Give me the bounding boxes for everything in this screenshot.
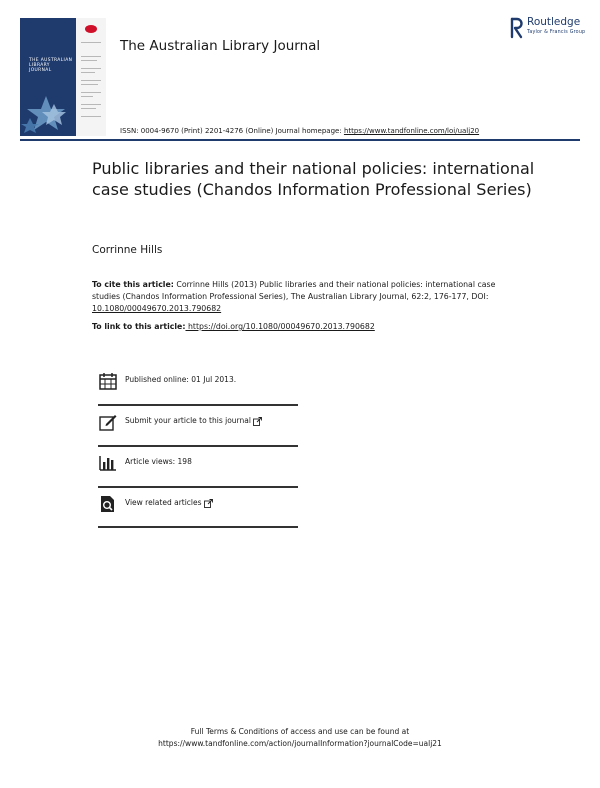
external-link-icon [204,499,213,508]
cover-title-line1: THE AUSTRALIAN [29,58,73,63]
cover-contents-panel [76,18,106,136]
cite-text: Corrinne Hills (2013) Public libraries and their national policies: international case studies (Chandos Information Professional Series), The Australian Library Journal, 62:2, 176-177, DOI: [92,280,496,301]
cover-rule [81,60,97,61]
citation-block [92,279,512,315]
submit-article-row[interactable] [98,405,298,445]
article-author: Corrinne Hills [92,244,163,256]
related-articles-row[interactable] [98,487,298,527]
published-online-text: Published online: 01 Jul 2013. [125,375,237,384]
calendar-icon [99,372,117,390]
cover-rule [81,80,101,81]
cover-rule [81,96,93,97]
submit-article-label[interactable]: Submit your article to this journal [125,416,251,425]
article-link-line [92,322,375,331]
terms-link[interactable]: https://www.tandfonline.com/action/journalInformation?journalCode=ualj21 [158,739,442,748]
submit-article-link[interactable] [125,416,262,426]
cover-rule [81,104,101,105]
journal-cover-thumbnail [20,18,106,136]
related-articles-label[interactable]: View related articles [125,498,202,507]
article-url-link[interactable]: https://doi.org/10.1080/00049670.2013.790682 [185,322,375,331]
cover-rule [81,56,101,57]
cover-rule [81,72,95,73]
cover-star-graphic [20,90,76,136]
cover-title [29,58,73,73]
cover-title-line2: LIBRARY JOURNAL [29,63,52,73]
terms-text: Full Terms & Conditions of access and use can be found at [190,727,410,736]
bar-chart-icon [99,454,117,472]
issn-line [120,127,479,135]
cover-rule [81,68,101,69]
published-online-row [98,364,298,404]
article-title: Public libraries and their national policies: international case studies (Chandos Information Professional Series) [92,159,535,199]
article-views-row [98,446,298,486]
cover-rule [81,42,101,43]
link-label: To link to this article: [92,322,186,331]
journal-homepage-link[interactable]: https://www.tandfonline.com/loi/ualj20 [343,127,480,135]
doi-link[interactable]: 10.1080/00049670.2013.790682 [92,304,222,313]
publisher-tagline: Taylor & Francis Group [527,30,586,35]
article-views-text: Article views: 198 [125,457,192,466]
cover-rule [81,84,98,85]
journal-title: The Australian Library Journal [120,38,321,54]
publisher-name: Routledge [527,16,581,28]
edit-icon [99,413,117,431]
cover-rule [81,116,101,117]
issn-text: ISSN: 0004-9670 (Print) 2201-4276 (Online) Journal homepage: [120,127,344,135]
cite-label: To cite this article: [92,280,174,289]
cover-rule [81,108,96,109]
header-divider [20,139,580,141]
related-articles-link[interactable] [125,498,213,508]
cover-publisher-mark [84,24,98,34]
cover-rule [81,92,101,93]
row-divider [98,526,298,528]
routledge-logo-icon [510,17,524,39]
search-document-icon [99,495,117,513]
external-link-icon [253,417,262,426]
